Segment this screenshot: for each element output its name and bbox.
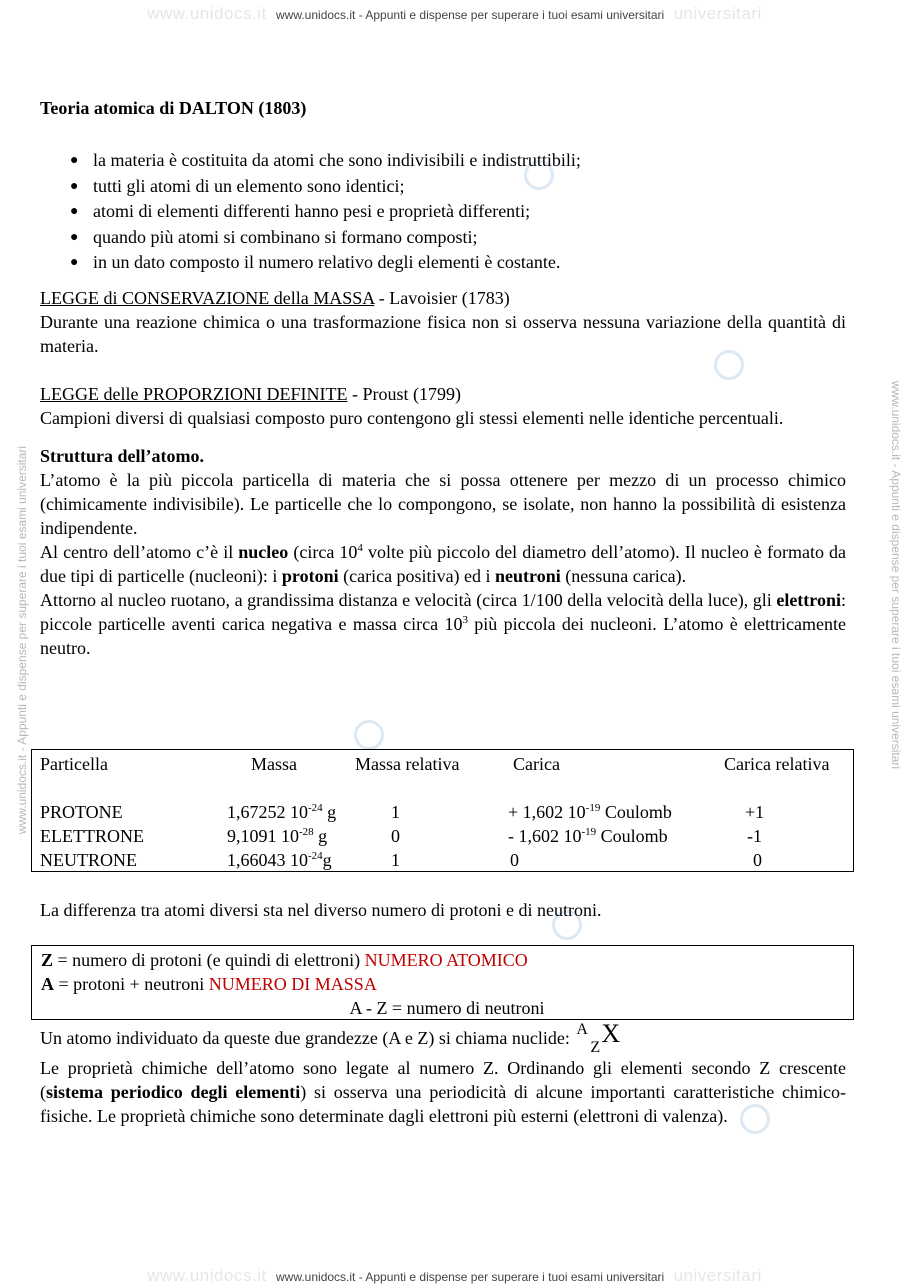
list-item: ● in un dato composto il numero relativo degli elementi è costante. bbox=[40, 250, 846, 276]
law-mass-heading: LEGGE di CONSERVAZIONE della MASSA - Lavoisier (1783) bbox=[40, 287, 510, 308]
table-header: Particella bbox=[40, 754, 108, 774]
closing-paragraph: Le proprietà chimiche dell’atomo sono legate al numero Z. Ordinando gli elementi secondo Z crescente (sistema periodico degli elementi) si osserva una periodicità di alcune importanti caratteristiche chimico-fisiche. Le proprietà chimiche sono determinate dagli elettroni più esterni (elettroni di valenza). bbox=[40, 1058, 846, 1126]
watermark-text: www.unidocs.it - Appunti e dispense per superare i tuoi esami universitari bbox=[276, 1270, 665, 1284]
law-prop-heading: LEGGE delle PROPORZIONI DEFINITE - Proust (1799) bbox=[40, 383, 461, 404]
watermark-text: www.unidocs.it - Appunti e dispense per superare i tuoi esami universitari bbox=[276, 8, 665, 22]
law-mass-text: Durante una reazione chimica o una trasformazione fisica non si osserva nessuna variazione della quantità di materia. bbox=[40, 311, 846, 356]
bullet-icon: ● bbox=[70, 204, 79, 219]
neutron-formula: A - Z = numero di neutroni bbox=[349, 998, 545, 1018]
table-header: Carica bbox=[513, 754, 560, 774]
table-header: Massa bbox=[251, 754, 297, 774]
bullet-icon: ● bbox=[70, 229, 79, 245]
watermark-ghost-right: universitari bbox=[673, 1266, 762, 1285]
structure-paragraph-2: Al centro dell’atomo c’è il nucleo (circa $10^4$ volte più piccolo del diametro dell’atomo). Il nucleo è formato da due tipi di particelle (nucleoni): i protoni (carica positiva) ed i neutroni (nessuna carica). bbox=[40, 541, 847, 586]
a-definition: A = protoni + neutroni NUMERO DI MASSA bbox=[41, 974, 377, 994]
bullet-icon: ● bbox=[70, 153, 79, 168]
structure-paragraph-1: L’atomo è la più piccola particella di materia che si possa ottenere per mezzo di un processo chimico (chimicamente indivisibile). Le particelle che lo compongono, se isolate, non hanno la possibilità di esistenza indipendente. bbox=[40, 469, 846, 538]
list-item: ● la materia è costituita da atomi che sono indivisibili e indistruttibili; bbox=[40, 148, 846, 174]
list-item: ● quando più atomi si combinano si formano composti; bbox=[40, 225, 846, 251]
right-side-watermark: www.unidocs.it - Appunti e dispense per superare i tuoi esami universitari bbox=[889, 380, 903, 770]
dalton-title: Teoria atomica di DALTON (1803) bbox=[40, 98, 307, 118]
law-prop-text: Campioni diversi di qualsiasi composto puro contengono gli stessi elementi nelle identiche percentuali. bbox=[40, 407, 784, 428]
structure-title: Struttura dell’atomo. bbox=[40, 445, 204, 466]
z-definition: Z = numero di protoni (e quindi di elettroni) NUMERO ATOMICO bbox=[41, 950, 528, 970]
difference-text: La differenza tra atomi diversi sta nel diverso numero di protoni e di neutroni. bbox=[40, 900, 602, 920]
nuclide-symbol: A Z X bbox=[576, 1019, 621, 1056]
structure-paragraph-3: Attorno al nucleo ruotano, a grandissima distanza e velocità (circa 1/100 della velocità della luce), gli elettroni: piccole particelle aventi carica negativa e massa circa $10^3$ più piccola dei nucleoni. L’atomo è elettricamente neutro. bbox=[40, 589, 846, 658]
bullet-icon: ● bbox=[70, 178, 79, 194]
definition-box bbox=[31, 945, 854, 1020]
list-item: ● atomi di elementi differenti hanno pesi e proprietà differenti; bbox=[40, 199, 846, 225]
left-side-watermark: www.unidocs.it - Appunti e dispense per superare i tuoi esami universitari bbox=[15, 445, 29, 835]
watermark-ghost-left: www.unidocs.it bbox=[147, 4, 267, 23]
unidocs-logo-icon bbox=[354, 720, 384, 750]
particle-table: Particella Massa Massa relativa Carica Carica relativa PROTONE 1,67252 $10^{-24}$ g 1 + 1,602 $10^{-19}$ Coulomb +1 ELETTRONE 9,1091 $10^{-28}$ g 0 - 1,602 $10^{-19}$ Coulomb -1 NEUTRONE 1,66043 $10^{-24}g$ 1 0 0 bbox=[31, 749, 854, 872]
document-body bbox=[40, 96, 846, 660]
watermark-ghost-left: www.unidocs.it bbox=[147, 1266, 267, 1285]
bottom-watermark bbox=[0, 1266, 909, 1286]
bullet-icon: ● bbox=[70, 255, 79, 270]
nuclide-line: Un atomo individuato da queste due grandezze (A e Z) si chiama nuclide: A Z X bbox=[40, 1019, 621, 1056]
list-item: ● tutti gli atomi di un elemento sono identici; bbox=[40, 174, 846, 200]
table-header: Carica relativa bbox=[724, 754, 830, 774]
watermark-ghost-right: universitari bbox=[673, 4, 762, 23]
dalton-list bbox=[40, 148, 846, 276]
table-header: Massa relativa bbox=[355, 754, 460, 774]
top-watermark bbox=[0, 4, 909, 24]
